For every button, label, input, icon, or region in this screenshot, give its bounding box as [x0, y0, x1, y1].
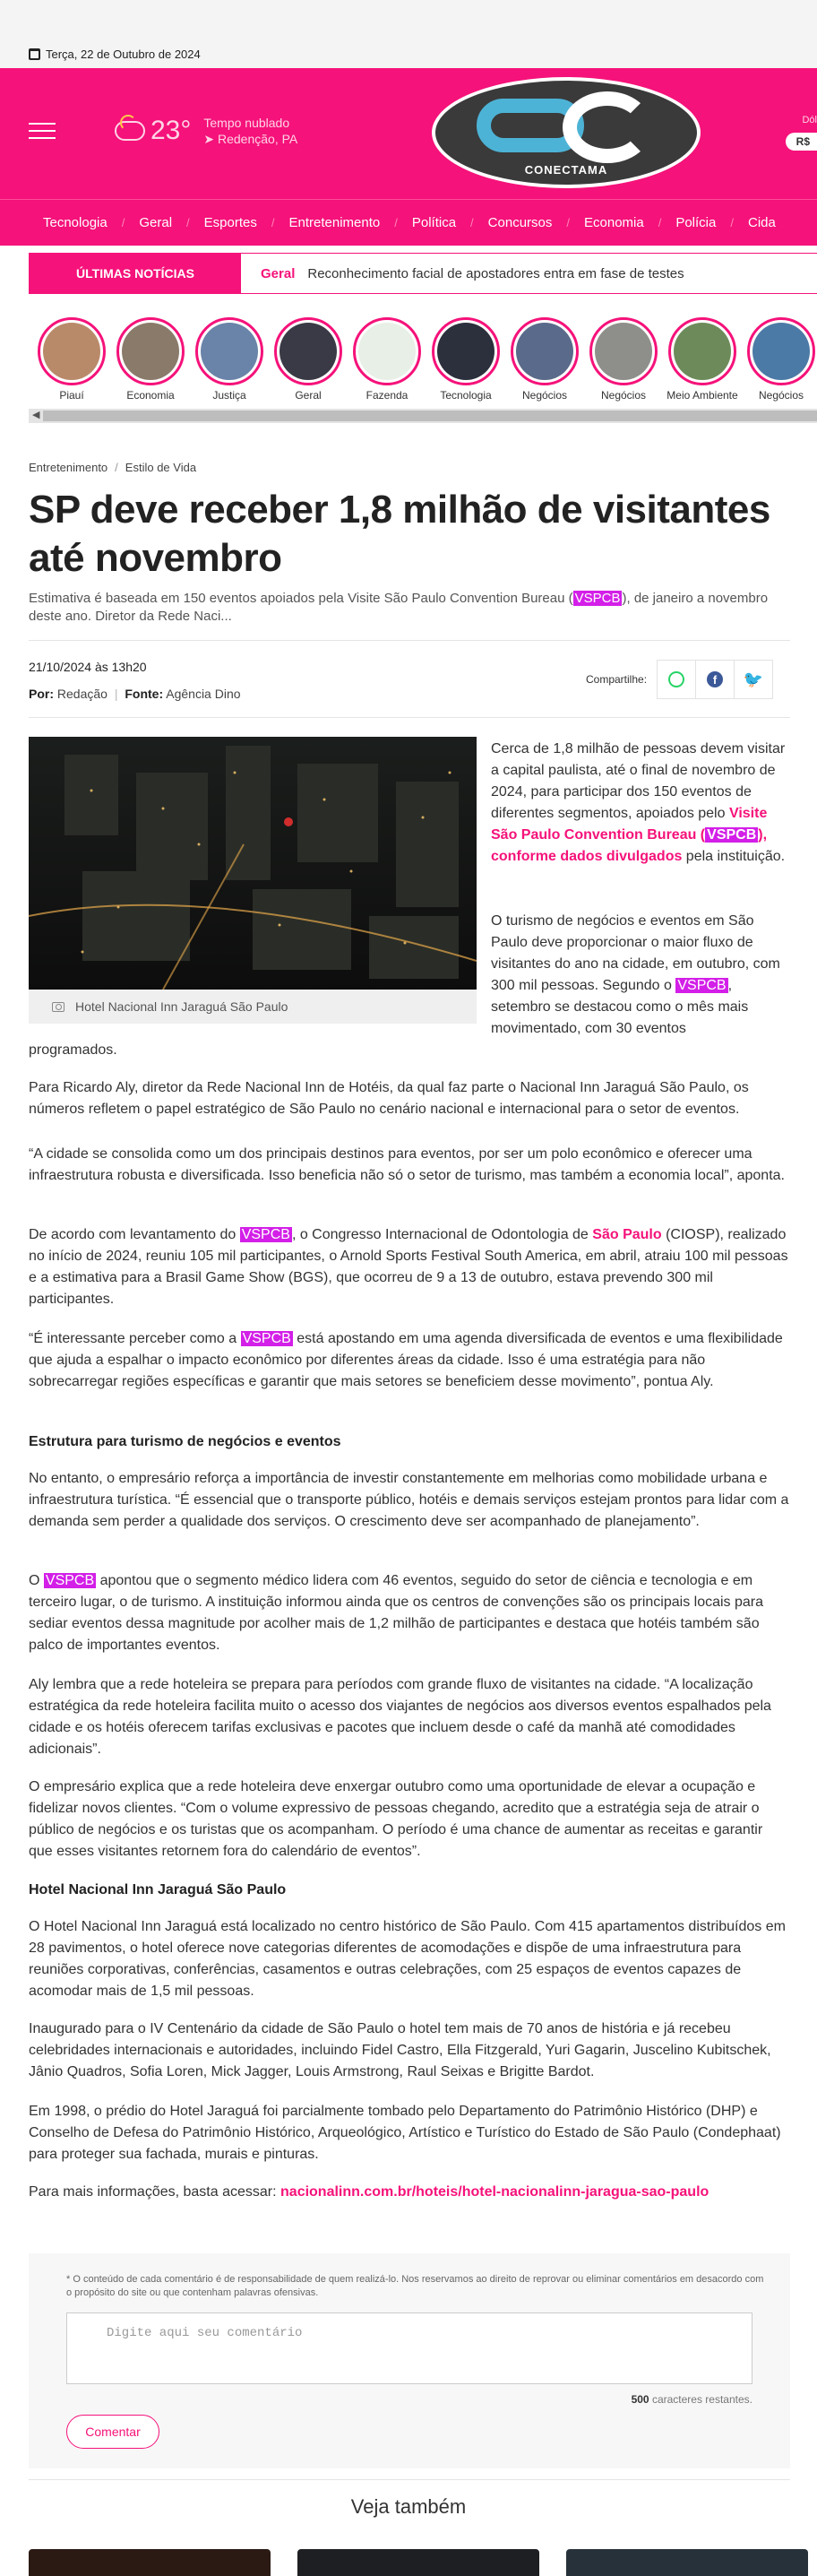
nav-separator: /	[121, 216, 125, 229]
paragraph: programados.	[29, 1042, 117, 1058]
nav-item-geral[interactable]: Geral	[139, 215, 173, 230]
temperature: 23°	[150, 116, 192, 145]
related-article-thumbnail[interactable]	[29, 2549, 271, 2576]
article-summary: Estimativa é baseada em 150 eventos apoiados pela Visite São Paulo Convention Bureau ( VSPCB ), de janeiro a novembro deste ano. Diretor da Rede Naci...	[29, 591, 769, 624]
paragraph: No entanto, o empresário reforça a importância de investir constantemente em melhorias como mobilidade urbana e infraestrutura turística. “É essencial que o transporte público, hotéis e demais serviços estejam prontos para lidar com a demanda sem perder a qualidade dos serviços. O crescimento deve ser acompanhado de planejamento”.	[29, 1471, 789, 1529]
paragraph: Inaugurado para o IV Centenário da cidade de São Paulo o hotel tem mais de 70 anos de história e já recebeu celebridades internacionais e autoridades, incluindo Fidel Castro, Ella Fitzgerald, Yuri Gagarin, Juscelino Kubitschek, Jânio Quadros, Sofia Loren, Mick Jagger, Louis Armstrong, Raul Seixas e Brigitte Bardot.	[29, 2021, 771, 2079]
facebook-icon: f	[707, 671, 723, 687]
scrollbar-thumb[interactable]	[43, 411, 817, 421]
menu-icon[interactable]	[29, 123, 56, 144]
cloudy-weather-icon	[115, 121, 145, 141]
story-item[interactable]	[32, 317, 111, 402]
section-heading: Hotel Nacional Inn Jaraguá São Paulo	[29, 1882, 287, 1897]
nav-item-polícia[interactable]: Polícia	[675, 215, 717, 230]
divider	[29, 640, 790, 641]
story-label: Economia	[126, 389, 175, 402]
nav-separator: /	[271, 216, 275, 229]
sao-paulo-link[interactable]: São Paulo	[592, 1227, 662, 1242]
weather-widget	[115, 115, 297, 147]
story-label: Justiça	[212, 389, 246, 402]
comment-form	[29, 2253, 790, 2468]
nav-separator: /	[566, 216, 570, 229]
nav-item-política[interactable]: Política	[411, 215, 457, 230]
category-nav	[0, 199, 817, 246]
top-date-bar	[0, 0, 817, 68]
nav-item-cida[interactable]: Cida	[747, 215, 776, 230]
story-item[interactable]	[190, 317, 269, 402]
story-thumbnail[interactable]	[353, 317, 421, 385]
date-text: Terça, 22 de Outubro de 2024	[46, 48, 201, 61]
paragraph: O turismo de negócios e eventos em São Paulo deve proporcionar o maior fluxo de visitantes do ano na cidade, em outubro, com 300 mil pessoas. Segundo o VSPCB , setembro se destacou como o mês mais movimentado, com 30 eventos	[491, 913, 780, 1036]
highlighted-term[interactable]: VSPCB	[45, 1573, 95, 1588]
paragraph: Para Ricardo Aly, diretor da Rede Nacional Inn de Hotéis, da qual faz parte o Nacional Inn Jaraguá São Paulo, os números refletem o papel estratégico de São Paulo no cenário nacional e internacional para o setor de eventos.	[29, 1080, 749, 1117]
nav-item-economia[interactable]: Economia	[584, 215, 644, 230]
nav-separator: /	[470, 216, 474, 229]
convention-bureau-link[interactable]: Visite São Paulo Convention Bureau ( VSPCB ), conforme dados divulgados	[491, 806, 768, 864]
latest-news-category[interactable]: Geral	[261, 265, 296, 281]
share-bar	[586, 660, 773, 699]
related-articles	[29, 2549, 817, 2576]
scroll-left-icon[interactable]: ◀	[32, 410, 40, 420]
paragraph: De acordo com levantamento do VSPCB , o Congresso Internacional de Odontologia de São Paulo (CIOSP), realizado no início de 2024, reuniu 105 mil participantes, o Arnold Sports Festival South America, em abril, atraiu 100 mil pessoas e a estimativa para a Brasil Game Show (BGS), que ocorreu de 9 a 13 de outubro, estava prevendo 300 mil participantes.	[29, 1227, 788, 1307]
nav-item-concursos[interactable]: Concursos	[487, 215, 553, 230]
logo-text: CONECTAMA	[524, 163, 608, 177]
byline: Por: Redação | Fonte: Agência Dino	[29, 687, 241, 701]
paragraph: O Hotel Nacional Inn Jaraguá está localizado no centro histórico de São Paulo. Com 415 apartamentos distribuídos em 28 pavimentos, o hotel oferece nove categorias diferentes de acomodações e dispõe de uma infraestrutura para reuniões corporativas, conferências, casamentos e outras celebrações, com 25 espaços de eventos capazes de acomodar mais de 1,5 mil pessoas.	[29, 1919, 786, 1999]
weather-description: Tempo nublado	[203, 116, 290, 130]
story-thumbnail[interactable]	[274, 317, 342, 385]
divider	[29, 717, 790, 718]
share-twitter-button[interactable]	[734, 660, 773, 699]
section-heading: Estrutura para turismo de negócios e eventos	[29, 1434, 341, 1449]
related-article-thumbnail[interactable]	[297, 2549, 539, 2576]
highlighted-term[interactable]: VSPCB	[677, 978, 727, 993]
story-thumbnail[interactable]	[116, 317, 185, 385]
story-thumbnail[interactable]	[432, 317, 500, 385]
story-label: Negócios	[521, 389, 568, 402]
paragraph: “A cidade se consolida como um dos principais destinos para eventos, por ser um polo econômico e oferecer uma infraestrutura robusta e diversificada. Isso beneficia não só o setor de turismo, mas também a economia local”, aponta.	[29, 1146, 785, 1183]
paragraph: “É interessante perceber como a VSPCB está apostando em uma agenda diversificada de eventos e uma flexibilidade que ajuda a espalhar o impacto econômico por diferentes áreas da cidade. Isso é uma estratégia para não sobrecarregar regiões específicas e garantir que mais setores se beneficiem desse movimento”, pontua Aly.	[29, 1331, 783, 1389]
story-item[interactable]	[269, 317, 348, 402]
story-item[interactable]	[742, 317, 817, 402]
story-item[interactable]	[426, 317, 505, 402]
calendar-icon	[29, 48, 40, 60]
story-item[interactable]	[348, 317, 426, 402]
divider	[29, 2479, 790, 2480]
nav-separator: /	[658, 216, 662, 229]
story-thumbnail[interactable]	[589, 317, 658, 385]
story-carousel	[32, 317, 817, 402]
weather-location-row	[203, 131, 297, 147]
site-logo[interactable]	[432, 77, 701, 188]
twitter-icon: 🐦	[743, 670, 764, 688]
breadcrumb: Entretenimento / Estilo de Vida	[29, 461, 197, 474]
current-date	[29, 48, 201, 61]
location-arrow-icon: ➤	[203, 132, 215, 146]
latest-news-label: ÚLTIMAS NOTÍCIAS	[30, 253, 241, 294]
weather-location: Redenção, PA	[218, 132, 298, 146]
paragraph: Aly lembra que a rede hoteleira se prepara para períodos com grande fluxo de visitantes na cidade. “A localização estratégica da rede hoteleira facilita muito o acesso dos viajantes de negócios aos diversos eventos espalhados pela cidade e os hotéis oferecem tarifas exclusivas e pacotes que incluem desde o café da manhã até comodidades adicionais”.	[29, 1677, 771, 1757]
story-item[interactable]	[505, 317, 584, 402]
related-article-thumbnail[interactable]	[566, 2549, 808, 2576]
camera-icon	[52, 1002, 64, 1012]
story-thumbnail[interactable]	[668, 317, 736, 385]
story-thumbnail[interactable]	[195, 317, 263, 385]
currency-value: R$	[786, 133, 817, 151]
latest-news-ticker	[29, 253, 817, 294]
nav-item-tecnologia[interactable]: Tecnologia	[43, 215, 108, 230]
characters-remaining: 500 caracteres restantes.	[631, 2393, 752, 2406]
currency-label: Dól	[802, 115, 817, 125]
nav-item-entretenimento[interactable]: Entretenimento	[288, 215, 381, 230]
story-label: Negócios	[600, 389, 647, 402]
nav-separator: /	[186, 216, 190, 229]
paragraph: Cerca de 1,8 milhão de pessoas devem visitar a capital paulista, até o final de novembro de 2024, para participar dos 150 eventos de diferentes segmentos, apoiados pelo Visite São Paulo Convention Bureau ( VSPCB ), conforme dados divulgados pela instituição.	[491, 741, 786, 864]
story-thumbnail[interactable]	[38, 317, 106, 385]
author: Redação	[56, 687, 108, 701]
story-thumbnail[interactable]	[747, 317, 815, 385]
whatsapp-icon	[668, 671, 684, 687]
story-item[interactable]	[111, 317, 190, 402]
article-title: SP deve receber 1,8 milhão de visitantes até novembro	[29, 488, 770, 580]
nav-separator: /	[730, 216, 734, 229]
article-photo[interactable]	[29, 737, 477, 990]
highlighted-term[interactable]: VSPCB	[241, 1227, 290, 1242]
photo-caption: Hotel Nacional Inn Jaraguá São Paulo	[29, 990, 477, 1024]
paragraph: Para mais informações, basta acessar: nacionalinn.com.br/hoteis/hotel-nacionalinn-jaragua-sao-paulo	[29, 2184, 710, 2200]
site-header	[0, 68, 817, 199]
share-facebook-button[interactable]	[695, 660, 735, 699]
story-label: Fazenda	[366, 389, 408, 402]
story-label: Negócios	[758, 389, 804, 402]
share-label: Compartilhe:	[586, 673, 648, 686]
nav-item-esportes[interactable]: Esportes	[203, 215, 257, 230]
currency-widget	[786, 115, 817, 151]
paragraph: Em 1998, o prédio do Hotel Jaraguá foi parcialmente tombado pelo Departamento do Patrimônio Histórico (DHP) e Conselho de Defesa do Patrimônio Histórico, Arqueológico, Artístico e Turístico do Estado de São Paulo (Condephaat) para proteger sua fachada, murais e pinturas.	[29, 2104, 781, 2162]
share-whatsapp-button[interactable]	[657, 660, 696, 699]
breadcrumb-item[interactable]: Estilo de Vida	[125, 461, 197, 474]
nav-separator: /	[394, 216, 398, 229]
see-also-heading: Veja também	[350, 2495, 467, 2518]
paragraph: O VSPCB apontou que o segmento médico lidera com 46 eventos, seguido do setor de ciência e tecnologia e em terceiro lugar, o de turismo. A instituição informou ainda que os centros de convenções são os principais locais para sediar eventos dessa magnitude por acolher mais de 1,2 milhão de participantes e destaca que hotéis também são palco de importantes eventos.	[29, 1573, 764, 1653]
highlighted-term[interactable]: VSPCB	[242, 1331, 291, 1346]
story-thumbnail[interactable]	[511, 317, 579, 385]
story-label: Tecnologia	[440, 389, 492, 402]
story-label: Piauí	[59, 389, 84, 402]
source: Agência Dino	[166, 687, 241, 701]
story-label: Geral	[295, 389, 322, 402]
story-scrollbar[interactable]	[29, 409, 817, 423]
hotel-website-link[interactable]: nacionalinn.com.br/hoteis/hotel-nacionalinn-jaragua-sao-paulo	[280, 2184, 710, 2200]
highlighted-term[interactable]: VSPCB	[574, 591, 621, 606]
publish-date: 21/10/2024 às 13h20	[29, 660, 147, 674]
latest-news-headline[interactable]: Reconhecimento facial de apostadores entra em fase de testes	[307, 265, 684, 281]
submit-comment-button[interactable]: Comentar	[66, 2415, 159, 2449]
comment-textarea[interactable]: Digite aqui seu comentário	[66, 2312, 752, 2384]
paragraph: O empresário explica que a rede hoteleira deve enxergar outubro como uma oportunidade de elevar a ocupação e fidelizar novos clientes. “Com o volume expressivo de pessoas chegando, acredito que a estratégia seja de atrair o público de negócios e os turistas que os acompanham. O período é uma chance de aumentar as receitas e garantir que esses visitantes retornem fora do calendário de eventos”.	[29, 1779, 763, 1859]
story-label: Meio Ambiente	[666, 389, 738, 402]
breadcrumb-item[interactable]: Entretenimento	[29, 461, 108, 474]
story-item[interactable]	[663, 317, 742, 402]
comment-disclaimer: * O conteúdo de cada comentário é de responsabilidade de quem realizá-lo. Nos reservamos ao direito de reprovar ou eliminar comentários em desacordo com o propósito do site ou que contenham palavras ofensivas.	[66, 2274, 764, 2298]
story-item[interactable]	[584, 317, 663, 402]
